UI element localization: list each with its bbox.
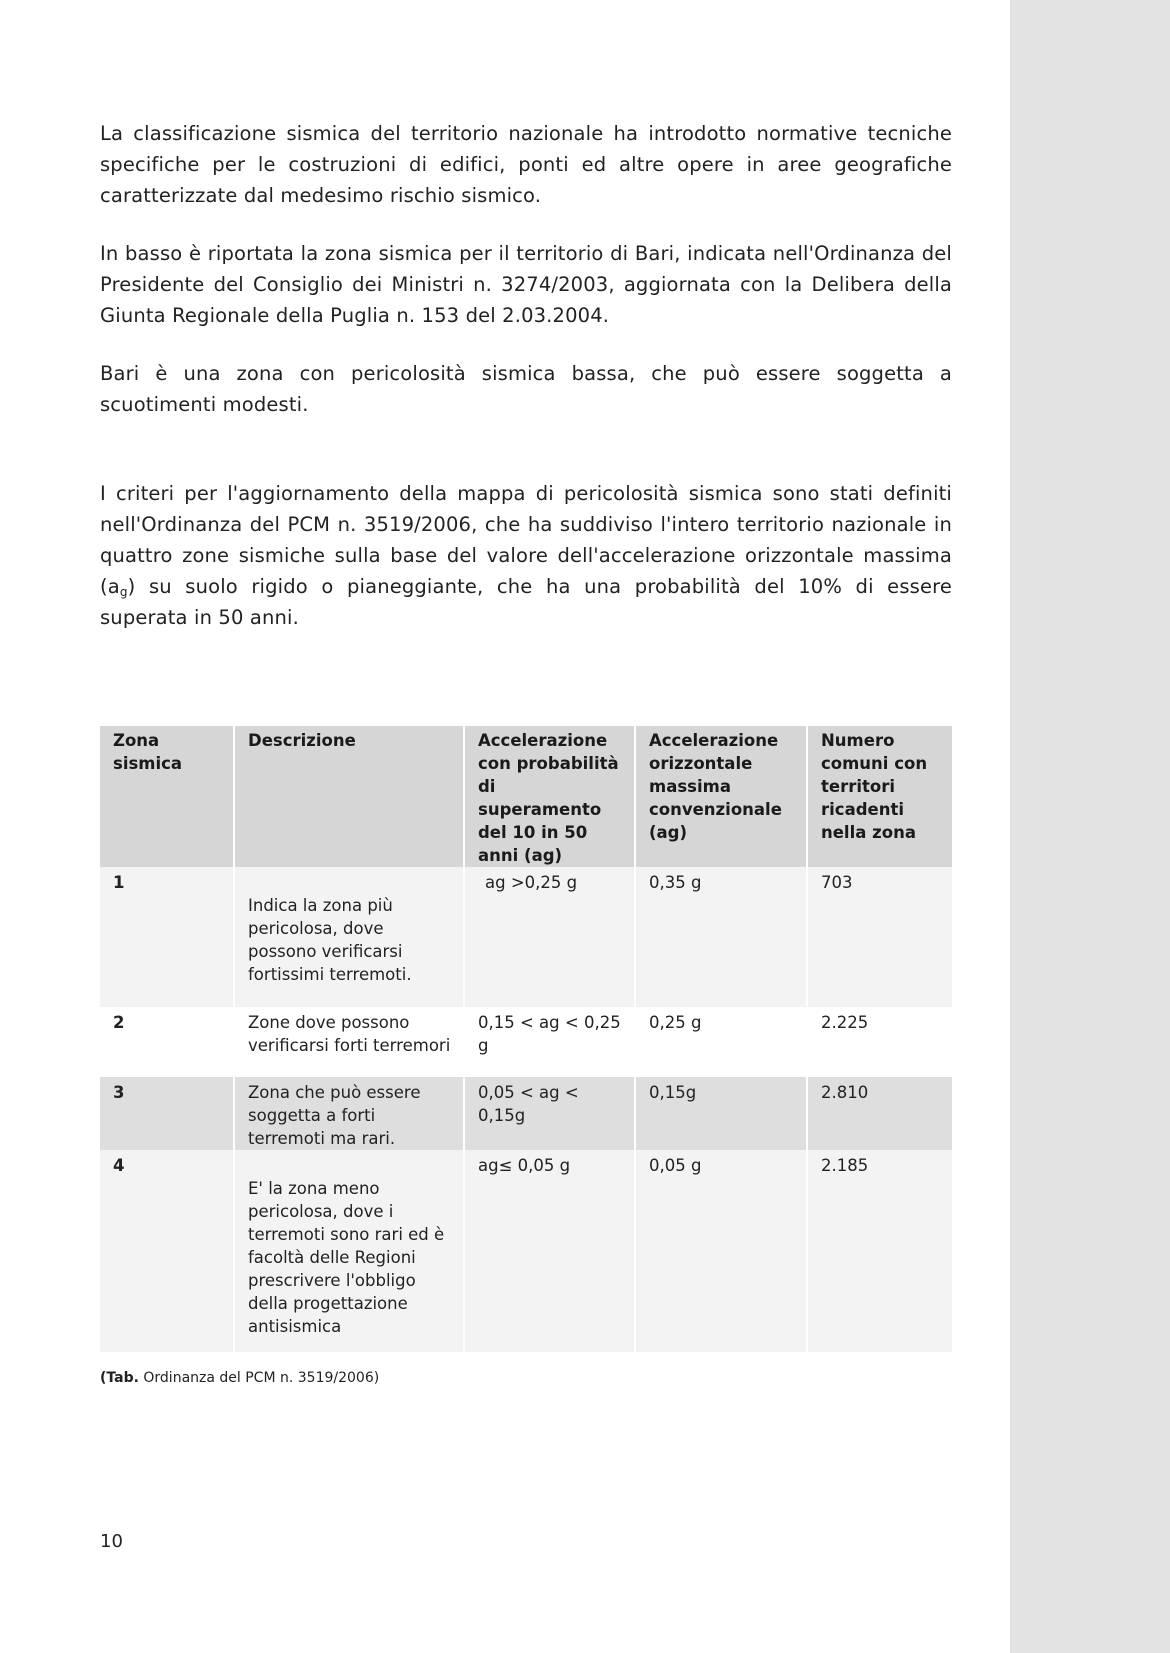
paragraph-criteria-text-a: I criteri per l'aggiornamento della mappa di pericolosità sismica sono stati definiti nell'Ordinanza del PCM n. 3519/2006, che ha suddiviso l'intero territorio nazionale in quattro zone sismiche sulla base del valore dell'accelerazione orizzontale massima (a bbox=[100, 482, 952, 598]
paragraph-criteria bbox=[100, 478, 952, 633]
cell-comuni: 2.185 bbox=[807, 1150, 952, 1352]
cell-comuni: 703 bbox=[807, 867, 952, 1007]
table-row bbox=[100, 867, 952, 1007]
cell-descrizione: Zone dove possono verificarsi forti terremori bbox=[234, 1007, 464, 1077]
cell-descrizione-text: Indica la zona più pericolosa, dove possono verificarsi fortissimi terremoti. bbox=[248, 896, 412, 984]
page-margin-band bbox=[1010, 0, 1170, 1653]
table-row bbox=[100, 1077, 952, 1150]
header-descrizione: Descrizione bbox=[234, 726, 464, 867]
cell-accel-max: 0,15g bbox=[635, 1077, 807, 1150]
cell-zona: 1 bbox=[100, 867, 234, 1007]
paragraph-classification: La classificazione sismica del territorio nazionale ha introdotto normative tecniche specifiche per le costruzioni di edifici, ponti ed altre opere in aree geografiche caratterizzate dal medesimo rischio sismico. bbox=[100, 122, 952, 207]
cell-descrizione: Zona che può essere soggetta a forti terremoti ma rari. bbox=[234, 1077, 464, 1150]
page-number: 10 bbox=[100, 1531, 123, 1552]
cell-accel-max: 0,35 g bbox=[635, 867, 807, 1007]
caption-bold: (Tab. bbox=[100, 1370, 139, 1386]
seismic-zones-table bbox=[100, 726, 952, 1352]
cell-accel-prob: 0,05 < ag < 0,15g bbox=[464, 1077, 635, 1150]
table-caption bbox=[100, 1370, 379, 1386]
header-comuni: Numero comuni con territori ricadenti nella zona bbox=[807, 726, 952, 867]
subscript-g: g bbox=[119, 585, 128, 599]
paragraph-criteria-text-b: ) su suolo rigido o pianeggiante, che ha una probabilità del 10% di essere superata in 50 anni. bbox=[100, 575, 952, 629]
cell-comuni: 2.225 bbox=[807, 1007, 952, 1077]
cell-accel-max: 0,25 g bbox=[635, 1007, 807, 1077]
table-row bbox=[100, 1007, 952, 1077]
header-accel-max: Accelerazione orizzontale massima convenzionale (ag) bbox=[635, 726, 807, 867]
cell-descrizione bbox=[234, 1150, 464, 1352]
table-header-row bbox=[100, 726, 952, 867]
cell-zona: 2 bbox=[100, 1007, 234, 1077]
cell-accel-prob: 0,15 < ag < 0,25 g bbox=[464, 1007, 635, 1077]
paragraph-bari-hazard: Bari è una zona con pericolosità sismica bassa, che può essere soggetta a scuotimenti modesti. bbox=[100, 362, 952, 416]
header-accel-prob: Accelerazione con probabilità di superamento del 10 in 50 anni (ag) bbox=[464, 726, 635, 867]
cell-zona: 3 bbox=[100, 1077, 234, 1150]
table-row bbox=[100, 1150, 952, 1352]
paragraph-bari-zone: In basso è riportata la zona sismica per il territorio di Bari, indicata nell'Ordinanza del Presidente del Consiglio dei Ministri n. 3274/2003, aggiornata con la Delibera della Giunta Regionale della Puglia n. 153 del 2.03.2004. bbox=[100, 242, 952, 327]
cell-accel-max: 0,05 g bbox=[635, 1150, 807, 1352]
header-zona: Zona sismica bbox=[100, 726, 234, 867]
cell-comuni: 2.810 bbox=[807, 1077, 952, 1150]
cell-descrizione bbox=[234, 867, 464, 1007]
cell-zona: 4 bbox=[100, 1150, 234, 1352]
cell-accel-prob: ag >0,25 g bbox=[464, 867, 635, 1007]
cell-descrizione-text: E' la zona meno pericolosa, dove i terremoti sono rari ed è facoltà delle Regioni prescrivere l'obbligo della progettazione antisismica bbox=[248, 1179, 445, 1336]
caption-text: Ordinanza del PCM n. 3519/2006) bbox=[138, 1370, 380, 1386]
cell-accel-prob: ag≤ 0,05 g bbox=[464, 1150, 635, 1352]
